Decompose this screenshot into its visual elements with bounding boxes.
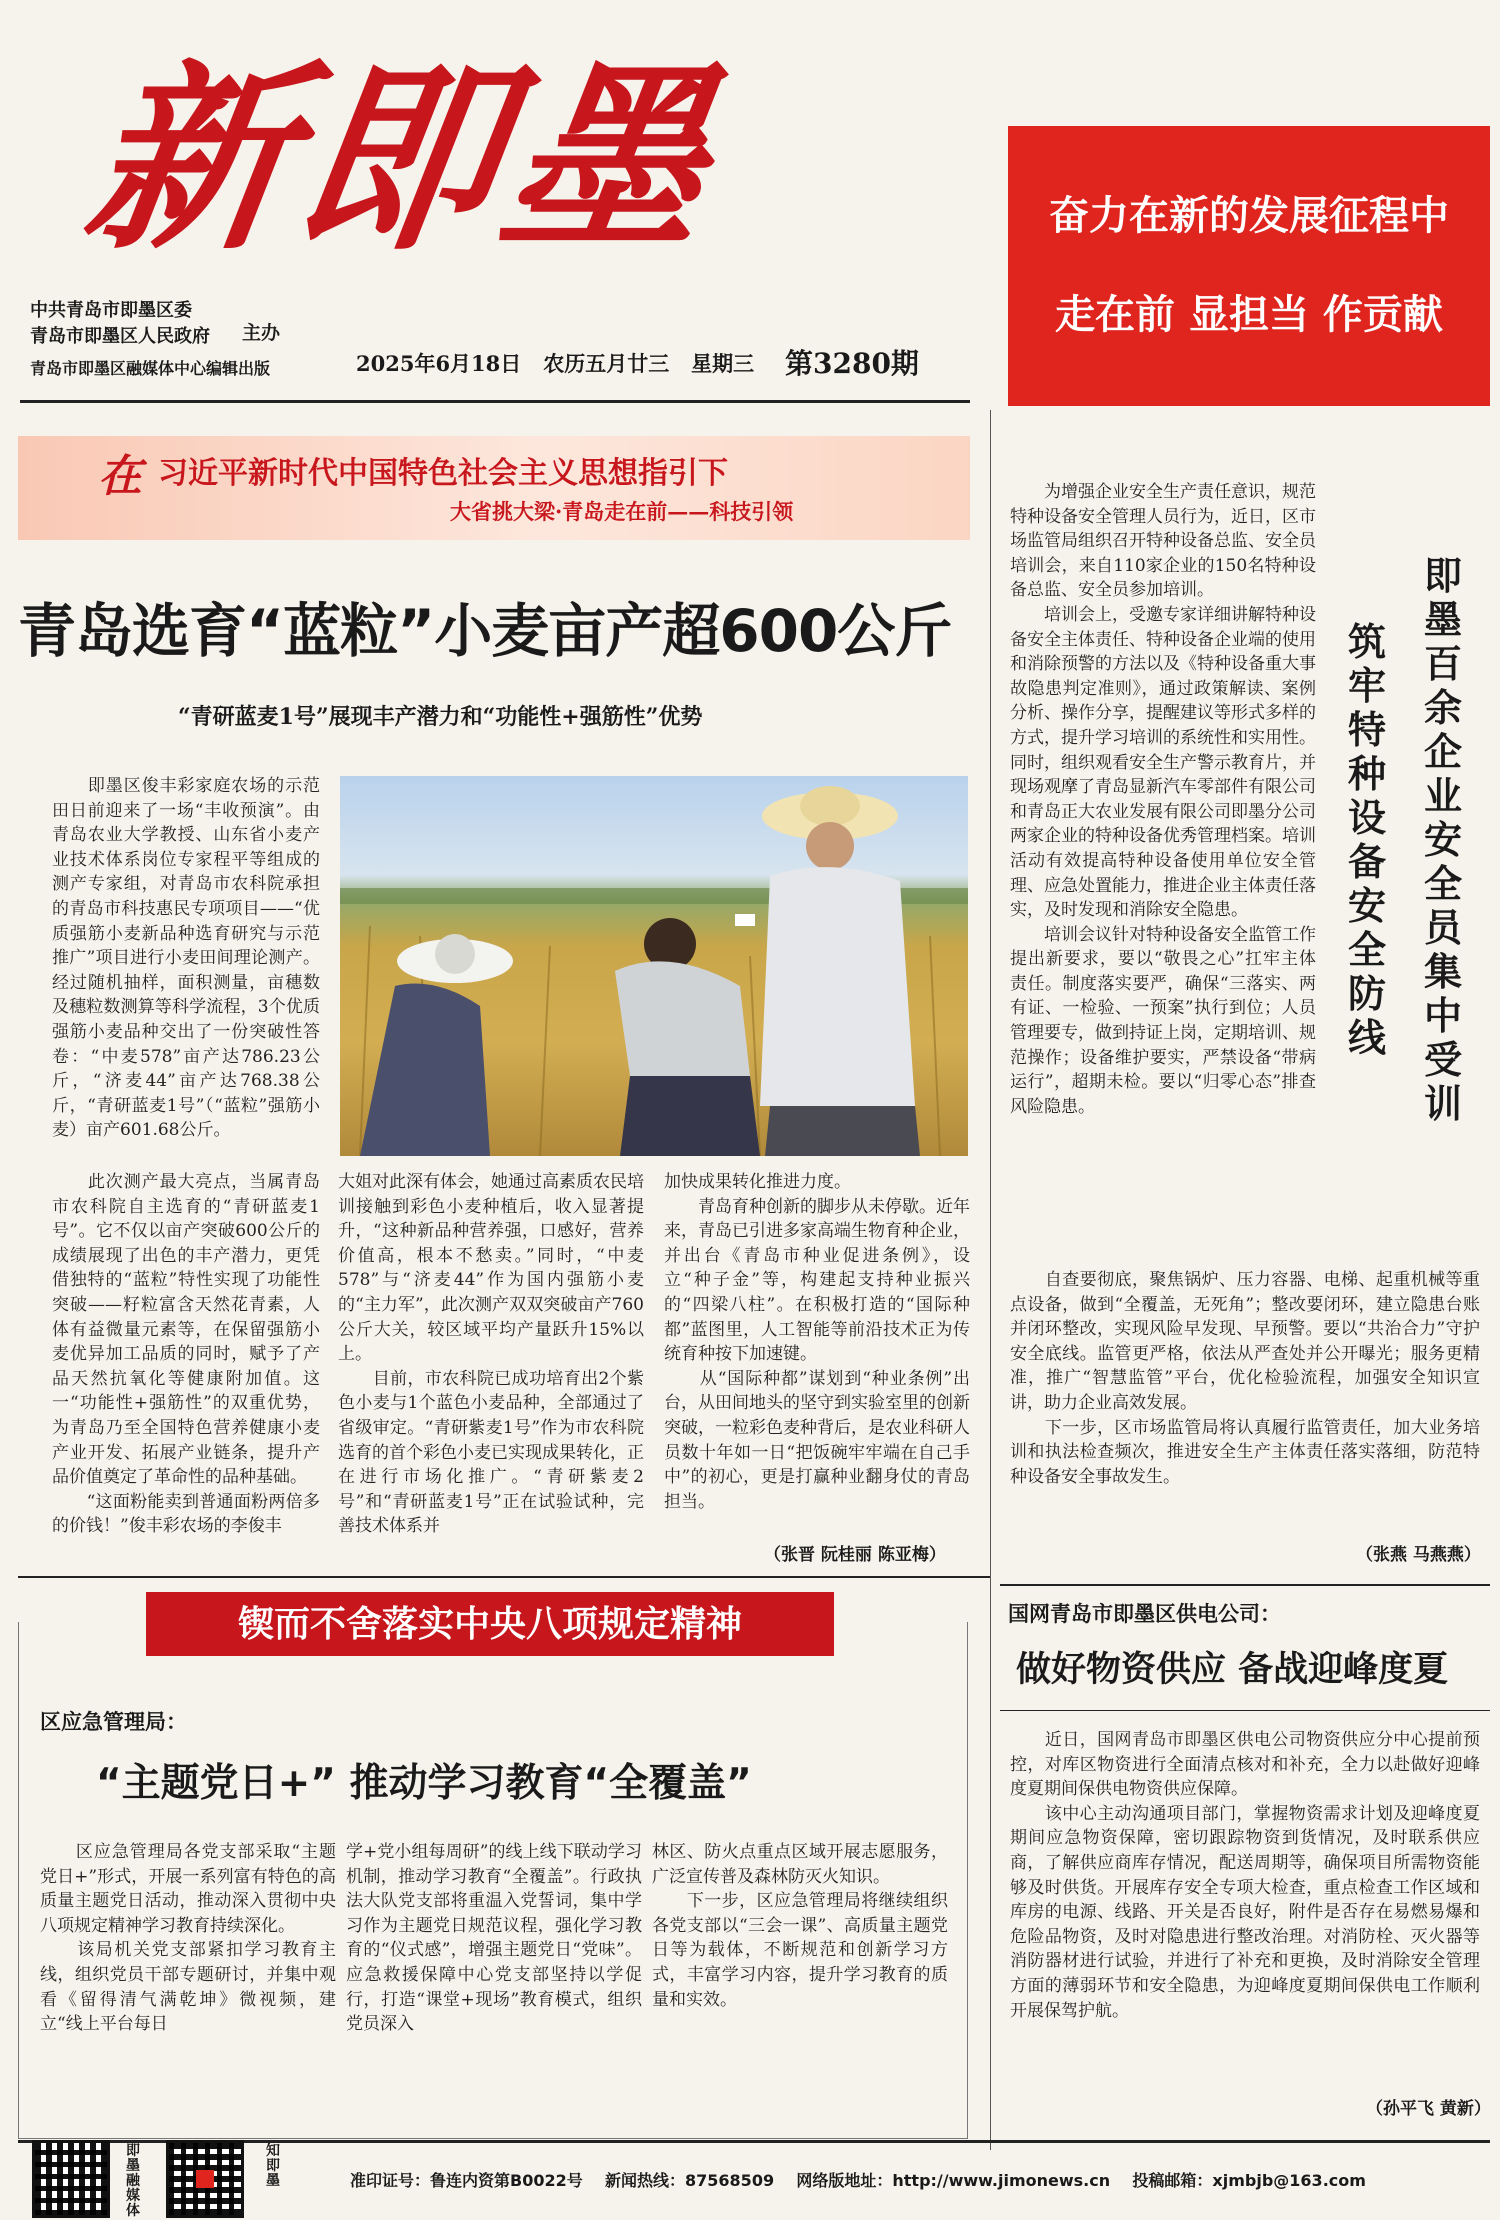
lead-subhead: “青研蓝麦1号”展现丰产潜力和“功能性+强筋性”优势 (178, 704, 703, 730)
qr-code-2[interactable] (166, 2140, 244, 2218)
photo-illustration (340, 776, 968, 1156)
lead-column-2: 此次测产最大亮点，当属青岛市农科院自主选育的“青研蓝麦1号”。它不仅以亩产突破600公斤的成绩展现了出色的丰产潜力，更凭借独特的“蓝粒”特性实现了功能性突破——籽粒富含天然花青素，人体有益微量元素等，在保留强筋小麦优异加工品质的同时，赋予了产品天然抗氧化等健康附加值。这一“功能性+强筋性”的双重优势，为青岛乃至全国特色营养健康小麦产业开发、拓展产业链条，提升产品价值奠定了革命性的品种基础。 “这面粉能卖到普通面粉两倍多的价钱！”俊丰彩农场的李俊丰 (52, 1172, 320, 1537)
safety-headline-1: 即墨百余企业安全员集中受训 (1424, 554, 1463, 1126)
qr-label-1: 即墨融媒体 (126, 2143, 140, 2219)
safety-headline-2: 筑牢特种设备安全防线 (1348, 620, 1387, 1060)
wheat-field-photo (340, 776, 968, 1156)
weekday: 星期三 (691, 351, 755, 376)
grid-headline-rule (1000, 1710, 1490, 1711)
lead-headline: 青岛选育“蓝粒”小麦亩产超600公斤 (18, 597, 952, 665)
safety-text-top: 为增强企业安全生产责任意识，规范特种设备安全管理人员行为，近日，区市场监管局组织召开特种设备总监、安全员培训会，来自110家企业的150名特种设备总监、安全员参加培训。 培训会上，受邀专家详细讲解特种设备安全主体责任、特种设备企业端的使用和消除预警的方法以及《特种设备重大事故隐患判定准则》，通过政策解读、案例分析、操作分享，提醒建议等形式多样的方式，提升学习培训的系统性和实用性。同时，组织观看安全生产警示教育片，并现场观摩了青岛显新汽车零部件有限公司和青岛正大农业发展有限公司即墨分公司两家企业的特种设备优秀管理档案。培训活动有效提高特种设备使用单位安全管理、应急处置能力，推进企业主体责任落实，及时发现和消除安全隐患。 培训会议针对特种设备安全监管工作提出新要求，要以“敬畏之心”扛牢主体责任。制度落实要严，确保“三落实、两有证、一检验、一预案”执行到位；人员管理要专，做到持证上岗，定期培训、规范操作；设备维护要实，严禁设备“带病运行”，超期未检。要以“归零心态”排查风险隐患。 (1010, 482, 1316, 1117)
emergency-column-2: 学+党小组每周研”的线上线下联动学习机制，推动学习教育“全覆盖”。行政执法大队党支部将重温入党誓词，集中学习作为主题党日规范议程，强化学习教育的“仪式感”，增强主题党日“党味”。应急救援保障中心党支部坚持以学促行，打造“课堂+现场”教育模式，组织党员深入 (346, 1842, 642, 2035)
banner-prefix: 在 (98, 451, 142, 502)
lead-column-1: 即墨区俊丰彩家庭农场的示范田日前迎来了一场“丰收预演”。由青岛农业大学教授、山东省小麦产业技术体系岗位专家程平等组成的测产专家组，对青岛市农科院承担的青岛市科技惠民专项项目——“优质强筋小麦新品种选育研究与示范推广”项目进行小麦田间理论测产。经过随机抽样，面积测量，亩穗数及穗粒数测算等科学流程，3个优质强筋小麦品种交出了一份突破性答卷：“中麦578”亩产达786.23公斤，“济麦44”亩产达768.38公斤，“青研蓝麦1号”（“蓝粒”强筋小麦）亩产601.68公斤。 (52, 776, 320, 1141)
qr-label-2: 知即墨 (266, 2143, 280, 2189)
qr-code-1[interactable] (32, 2140, 110, 2218)
news-hotline: 新闻热线：87568509 (605, 2171, 775, 2190)
grid-headline: 做好物资供应 备战迎峰度夏 (1016, 1650, 1449, 1690)
submission-email[interactable]: 投稿邮箱：xjmbjb@163.com (1132, 2171, 1366, 2190)
emergency-column-3: 林区、防火点重点区域开展志愿服务，广泛宣传普及森林防灭火知识。 下一步，区应急管理局将继续组织各党支部以“三会一课”、高质量主题党日等为载体，不断规范和创新学习方式，丰富学习内容，提升学习教育的质量和实效。 (652, 1842, 948, 2010)
sponsor-2: 青岛市即墨区人民政府 (30, 326, 210, 347)
lunar-date: 农历五月廿三 (543, 351, 670, 376)
eight-rules-banner: 锲而不舍落实中央八项规定精神 (146, 1592, 834, 1656)
lead-byline: （张晋 阮桂丽 陈亚梅） (764, 1545, 946, 1565)
emergency-column-1: 区应急管理局各党支部采取“主题党日+”形式，开展一系列富有特色的高质量主题党日活动，推动深入贯彻中央八项规定精神学习教育持续深化。 该局机关党支部紧扣学习教育主线，组织党员干部专题研讨，并集中观看《留得清气满乾坤》微视频，建立“线上平台每日 (40, 1842, 336, 2035)
emergency-headline: “主题党日+” 推动学习教育“全覆盖” (96, 1761, 752, 1806)
editor-line: 青岛市即墨区融媒体中心编辑出版 (30, 359, 271, 378)
safety-byline: （张燕 马燕燕） (1356, 1545, 1481, 1565)
permit-number: 准印证号：鲁连内资第B0022号 (350, 2171, 583, 2190)
footer-info (350, 2168, 1366, 2191)
newspaper-logo: 新即墨 (73, 42, 731, 277)
grid-kicker: 国网青岛市即墨区供电公司： (1008, 1601, 1281, 1626)
safety-text-bottom: 自查要彻底，聚焦锅炉、压力容器、电梯、起重机械等重点设备，做到“全覆盖，无死角”；整改要闭环，建立隐患台账并闭环整改，实现风险早发现、早预警。要以“共治合力”守护安全底线。监管更严格，依法从严查处并公开曝光；服务更精准，推广“智慧监管”平台，优化检验流程，加强安全知识宣讲，助力企业高效发展。 下一步，区市场监管局将认真履行监管责任，加大业务培训和执法检查频次，推进安全生产主体责任落实落细，防范特种设备安全事故发生。 (1010, 1270, 1480, 1487)
issue-date: 2025年6月18日 (356, 351, 522, 376)
lead-column-4: 加快成果转化推进力度。 青岛育种创新的脚步从未停歇。近年来，青岛已引进多家高端生物育种企业，并出台《青岛市种业促进条例》，设立“种子金”等，构建起支持种业振兴的“四梁八柱”。在积极打造的“国际种都”蓝图里，人工智能等前沿技术正为传统育种按下加速键。 从“国际种都”谋划到“种业条例”出台，从田间地头的坚守到实验室里的创新突破，一粒彩色麦种背后，是农业科研人员数十年如一日“把饭碗牢牢端在自己手中”的初心，更是打赢种业翻身仗的青岛担当。 (664, 1172, 970, 1512)
slogan-line-1: 奋力在新的发展征程中 (1049, 193, 1449, 239)
date-line (356, 348, 754, 378)
slogan-line-2: 走在前 显担当 作贡献 (1055, 292, 1443, 338)
slogan-box (1008, 126, 1490, 406)
emergency-kicker: 区应急管理局： (40, 1709, 187, 1734)
grid-text: 近日，国网青岛市即墨区供电公司物资供应分中心提前预控，对库区物资进行全面清点核对和补充，全力以赴做好迎峰度夏期间保供电物资供应保障。 该中心主动沟通项目部门，掌握物资需求计划及迎峰度夏期间应急物资保障，密切跟踪物资到货情况，及时联系供应商，了解供应商库存情况，配送周期等，确保项目所需物资能够及时供货。开展库存安全专项大检查，重点检查工作区域和库房的电源、线路、开关是否良好，附件是否存在易燃易爆和危险品物资，及时对隐患进行整改治理。对消防栓、灭火器等消防器材进行试验，并进行了补充和更换，及时消除安全管理方面的薄弱环节和安全隐患，为迎峰度夏期间保供电工作顺利开展保驾护航。 (1010, 1730, 1480, 2021)
theme-banner (18, 436, 970, 540)
right-section-rule (1000, 1584, 1490, 1586)
lower-section-rule (18, 1576, 990, 1578)
masthead-rule (20, 400, 970, 403)
website-link[interactable]: 网络版地址：http://www.jimonews.cn (796, 2171, 1111, 2190)
sponsor-1: 中共青岛市即墨区委 (30, 300, 192, 321)
column-divider (990, 410, 991, 2150)
banner-main: 习近平新时代中国特色社会主义思想指引下 (158, 456, 728, 491)
banner-sub: 大省挑大梁·青岛走在前——科技引领 (450, 499, 794, 524)
sponsor-role: 主办 (242, 322, 281, 344)
issue-number: 第3280期 (785, 347, 919, 380)
grid-byline: （孙平飞 黄新） (1366, 2099, 1491, 2119)
lead-column-3: 大姐对此深有体会，她通过高素质农民培训接触到彩色小麦种植后，收入显著提升，“这种新品种营养强，口感好，营养价值高，根本不愁卖。”同时，“中麦578”与“济麦44”作为国内强筋小麦的“主力军”，此次测产双双突破亩产760公斤大关，较区域平均产量跃升15%以上。 目前，市农科院已成功培育出2个紫色小麦与1个蓝色小麦品种，全部通过了省级审定。“青研紫麦1号”作为市农科院选育的首个彩色小麦已实现成果转化，正在进行市场化推广。“青研紫麦2号”和“青研蓝麦1号”正在试验试种，完善技术体系并 (338, 1172, 644, 1537)
